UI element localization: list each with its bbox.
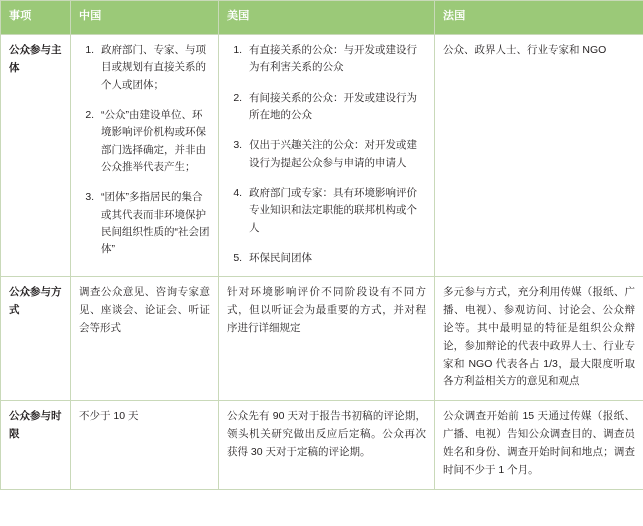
- cell-china-timeframe: [71, 401, 219, 489]
- paragraph: 多元参与方式，充分利用传媒（报纸、广播、电视）、参观访问、讨论会、公众辩论等。其中最明显的特征是组织公众辩论，参加辩论的代表中政界人士、行业专家和 NGO 代表各占 1/3，最大限度听取各方利益相关方的意见和观点: [443, 286, 635, 388]
- list-item: 2. 有间接关系的公众：开发或建设行为所在地的公众: [245, 90, 426, 125]
- table-row: [1, 277, 643, 401]
- cell-usa-methods: [219, 277, 435, 401]
- row-header-participants: 公众参与主体: [1, 35, 71, 277]
- usa-participants-list: [227, 42, 426, 267]
- table-header-row: [1, 1, 643, 35]
- column-header-topic: 事项: [1, 1, 71, 35]
- cell-china-participants: [71, 35, 219, 277]
- list-item: 1. 有直接关系的公众：与开发或建设行为有利害关系的公众: [245, 42, 426, 77]
- column-header-france: 法国: [435, 1, 643, 35]
- paragraph: 公众先有 90 天对于报告书初稿的评论期，领头机关研究做出反应后定稿。公众再次获得 30 天对于定稿的评论期。: [227, 410, 426, 458]
- paragraph: 针对环境影响评价不同阶段设有不同方式，但以听证会为最重要的方式，并对程序进行详细规定: [227, 286, 426, 334]
- cell-france-timeframe: [435, 401, 643, 489]
- cell-france-methods: [435, 277, 643, 401]
- cell-france-participants: [435, 35, 643, 277]
- cell-usa-timeframe: [219, 401, 435, 489]
- list-item: 5. 环保民间团体: [245, 250, 426, 267]
- row-header-methods: 公众参与方式: [1, 277, 71, 401]
- paragraph: 公众调查开始前 15 天通过传媒（报纸、广播、电视）告知公众调查目的、调查员姓名和身份、调查开始时间和地点；调查时间不少于 1 个月。: [443, 410, 635, 476]
- cell-china-methods: [71, 277, 219, 401]
- paragraph: 公众、政界人士、行业专家和 NGO: [443, 44, 607, 57]
- cell-usa-participants: [219, 35, 435, 277]
- table-header: [1, 1, 643, 35]
- column-header-china: 中国: [71, 1, 219, 35]
- list-item: 2. “公众”由建设单位、环境影响评价机构或环保部门选择确定，并非由公众推举代表产生；: [97, 107, 210, 176]
- row-header-timeframe: 公众参与时限: [1, 401, 71, 489]
- paragraph: 调查公众意见、咨询专家意见、座谈会、论证会、听证会等形式: [79, 286, 210, 334]
- table-row: [1, 35, 643, 277]
- column-header-usa: 美国: [219, 1, 435, 35]
- list-item: 1. 政府部门、专家、与项目或规划有直接关系的个人或团体；: [97, 42, 210, 94]
- list-item: 3. “团体”多指居民的集合或其代表而非环境保护民间组织性质的“社会团体”: [97, 189, 210, 258]
- china-participants-list: [79, 42, 210, 258]
- table-body: [1, 35, 643, 490]
- list-item: 3. 仅出于兴趣关注的公众：对开发或建设行为提起公众参与申请的申请人: [245, 137, 426, 172]
- list-item: 4. 政府部门或专家：具有环境影响评价专业知识和法定职能的联邦机构或个人: [245, 185, 426, 237]
- paragraph: 不少于 10 天: [79, 410, 139, 423]
- table-row: [1, 401, 643, 489]
